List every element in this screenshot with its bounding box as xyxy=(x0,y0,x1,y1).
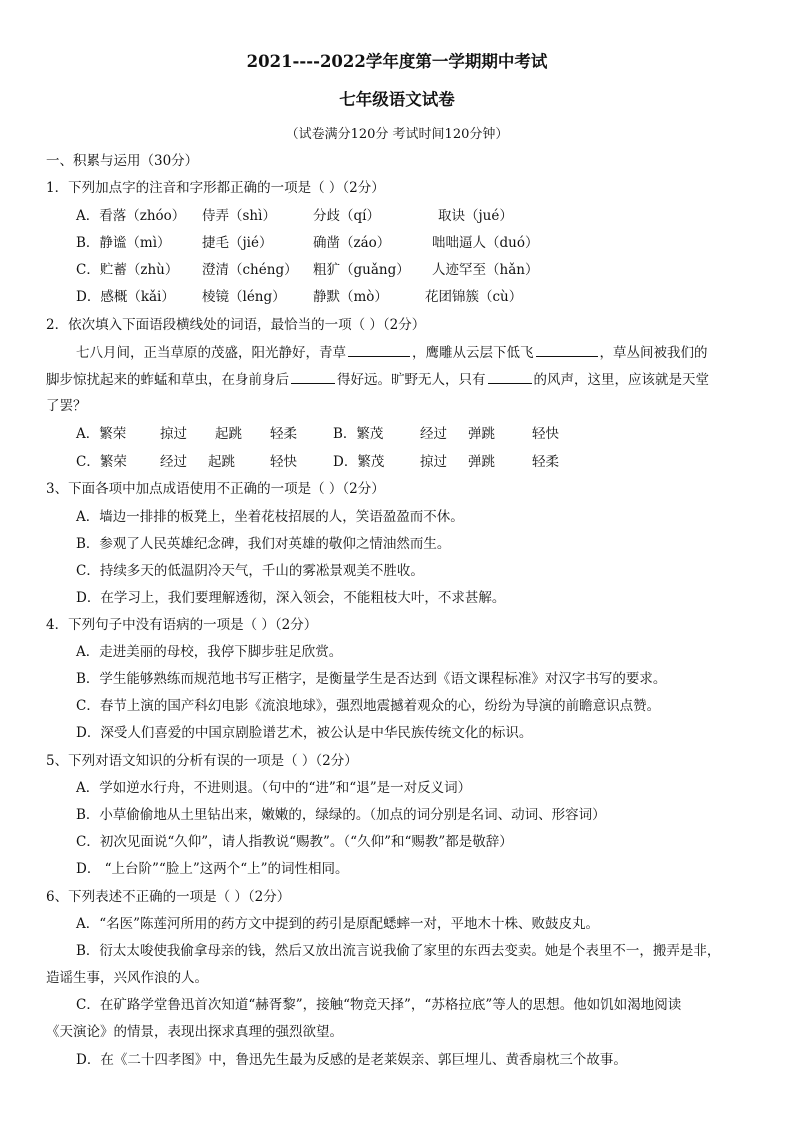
q3-option-d: D．在学习上，我们要理解透彻，深入领会，不能粗枝大叶，不求甚解。 xyxy=(76,590,506,606)
q2-passage-text: 脚步惊扰起来的蚱蜢和草虫，在身前身后 xyxy=(46,372,289,388)
q2-passage-text: 七八月间，正当草原的茂盛，阳光静好，青草 xyxy=(76,345,346,361)
q2-opt: C．繁荣 xyxy=(76,454,127,470)
q2-opt: 轻快 xyxy=(270,454,297,470)
q2-opt: D．繁茂 xyxy=(333,454,385,470)
q2-opt: 弹跳 xyxy=(468,426,495,442)
q6-option-d: D．在《二十四孝图》中，鲁迅先生最为反感的是老莱娱亲、郭巨埋儿、黄香扇枕三个故事。 xyxy=(76,1052,627,1068)
q3-stem: 3、下面各项中加点成语使用不正确的一项是（ ）（2分） xyxy=(46,481,385,497)
exam-subtitle: 七年级语文试卷 xyxy=(339,90,455,109)
answer-blank[interactable] xyxy=(536,342,598,357)
q1-d-2: 棱镜（léng） xyxy=(202,289,286,305)
q1-stem: 1．下列加点字的注音和字形都正确的一项是（ ）（2分） xyxy=(46,180,385,196)
q1-b-2: 捷毛（jié） xyxy=(202,235,273,251)
exam-title: 2021----2022学年度第一学期期中考试 xyxy=(246,52,548,71)
q6-stem: 6、下列表述不正确的一项是（ ）（2分） xyxy=(46,889,291,905)
q2-opt: 轻快 xyxy=(532,426,559,442)
q1-c-2: 澄清（chéng） xyxy=(202,262,298,278)
q2-opt: 起跳 xyxy=(208,454,235,470)
q6-option-a: A．“名医”陈莲河所用的药方文中提到的药引是原配蟋蟀一对，平地木十株、败鼓皮丸。 xyxy=(76,916,600,932)
q6-option-c-line2: 《天演论》的情景，表现出探求真理的强烈欲望。 xyxy=(46,1024,343,1040)
q2-opt: 弹跳 xyxy=(468,454,495,470)
q1-b-1: B．静谧（mì） xyxy=(76,235,171,251)
q2-passage-text: ，鹰雕从云层下低飞 xyxy=(412,345,534,361)
q2-passage-text: 的风声，这里，应该就是天堂 xyxy=(533,372,709,388)
q3-option-a: A．墙边一排排的板凳上，坐着花枝招展的人，笑语盈盈而不休。 xyxy=(76,509,464,525)
q2-opt: 经过 xyxy=(160,454,187,470)
q6-option-c-line1: C．在矿路学堂鲁迅首次知道“赫胥黎”，接触“物竞天择”，“苏格拉底”等人的思想。他如饥如渴地阅读 xyxy=(76,997,682,1013)
answer-blank[interactable] xyxy=(291,369,335,384)
q2-opt: 起跳 xyxy=(215,426,242,442)
q5-option-a: A．学如逆水行舟，不进则退。（句中的“进”和“退”是一对反义词） xyxy=(76,780,472,796)
q1-b-4: 咄咄逼人（duó） xyxy=(432,235,539,251)
exam-info: （试卷满分120分 考试时间120分钟） xyxy=(285,127,509,142)
q2-opt: 轻柔 xyxy=(270,426,297,442)
q2-opt: B．繁茂 xyxy=(333,426,384,442)
q2-opt: A．繁荣 xyxy=(76,426,127,442)
q1-c-3: 粗犷（guǎng） xyxy=(313,262,410,278)
q3-option-c: C．持续多天的低温阴冷天气，千山的雾凇景观美不胜收。 xyxy=(76,563,424,579)
q2-passage-text: 得好远。旷野无人，只有 xyxy=(337,372,486,388)
q1-a-2: 侍弄（shì） xyxy=(202,208,276,224)
q2-opt: 掠过 xyxy=(160,426,187,442)
q1-b-3: 确凿（záo） xyxy=(313,235,391,251)
q5-option-b: B．小草偷偷地从土里钻出来，嫩嫩的，绿绿的。（加点的词分别是名词、动词、形容词） xyxy=(76,807,606,823)
q2-passage-line-3: 了罢？ xyxy=(46,398,87,414)
q1-d-3: 静默（mò） xyxy=(313,289,388,305)
q4-option-a: A．走进美丽的母校，我停下脚步驻足欣赏。 xyxy=(76,644,343,660)
q1-c-1: C．贮蓄（zhù） xyxy=(76,262,179,278)
q2-opt: 轻柔 xyxy=(532,454,559,470)
q4-option-c: C．春节上演的国产科幻电影《流浪地球》，强烈地震撼着观众的心，纷纷为导演的前瞻意识点赞。 xyxy=(76,698,661,714)
q1-a-1: A．看落（zhóo） xyxy=(76,208,186,224)
q5-option-d: D． “上台阶”“脸上”这两个“上”的词性相同。 xyxy=(76,861,349,877)
section-heading: 一、积累与运用（30分） xyxy=(46,153,199,169)
q5-stem: 5、下列对语文知识的分析有误的一项是（ ）（2分） xyxy=(46,753,358,769)
q1-a-4: 取诀（jué） xyxy=(438,208,513,224)
q1-c-4: 人迹罕至（hǎn） xyxy=(432,262,539,278)
q2-passage-line-2 xyxy=(46,369,709,390)
q5-option-c: C．初次见面说“久仰”，请人指教说“赐教”。（“久仰”和“赐教”都是敬辞） xyxy=(76,834,513,850)
q6-option-b-line2: 造谣生事，兴风作浪的人。 xyxy=(46,970,208,986)
q2-passage-line-1 xyxy=(76,342,708,363)
q1-d-1: D．感概（kǎi） xyxy=(76,289,175,305)
answer-blank[interactable] xyxy=(348,342,410,357)
q2-opt: 掠过 xyxy=(420,454,447,470)
q3-option-b: B．参观了人民英雄纪念碑，我们对英雄的敬仰之情油然而生。 xyxy=(76,536,451,552)
q2-stem: 2．依次填入下面语段横线处的词语，最恰当的一项（ ）（2分） xyxy=(46,317,426,333)
answer-blank[interactable] xyxy=(488,369,532,384)
q1-a-3: 分歧（qí） xyxy=(313,208,380,224)
q2-opt: 经过 xyxy=(420,426,447,442)
q6-option-b-line1: B．衍太太唆使我偷拿母亲的钱，然后又放出流言说我偷了家里的东西去变卖。她是个表里不一，搬弄是非， xyxy=(76,943,721,959)
q4-stem: 4．下列句子中没有语病的一项是（ ）（2分） xyxy=(46,617,318,633)
q1-d-4: 花团锦簇（cù） xyxy=(425,289,523,305)
q4-option-b: B．学生能够熟练而规范地书写正楷字，是衡量学生是否达到《语文课程标准》对汉字书写的要求。 xyxy=(76,671,667,687)
q2-passage-text: ，草丛间被我们的 xyxy=(599,345,708,361)
q4-option-d: D．深受人们喜爱的中国京剧脸谱艺术，被公认是中华民族传统文化的标识。 xyxy=(76,725,533,741)
